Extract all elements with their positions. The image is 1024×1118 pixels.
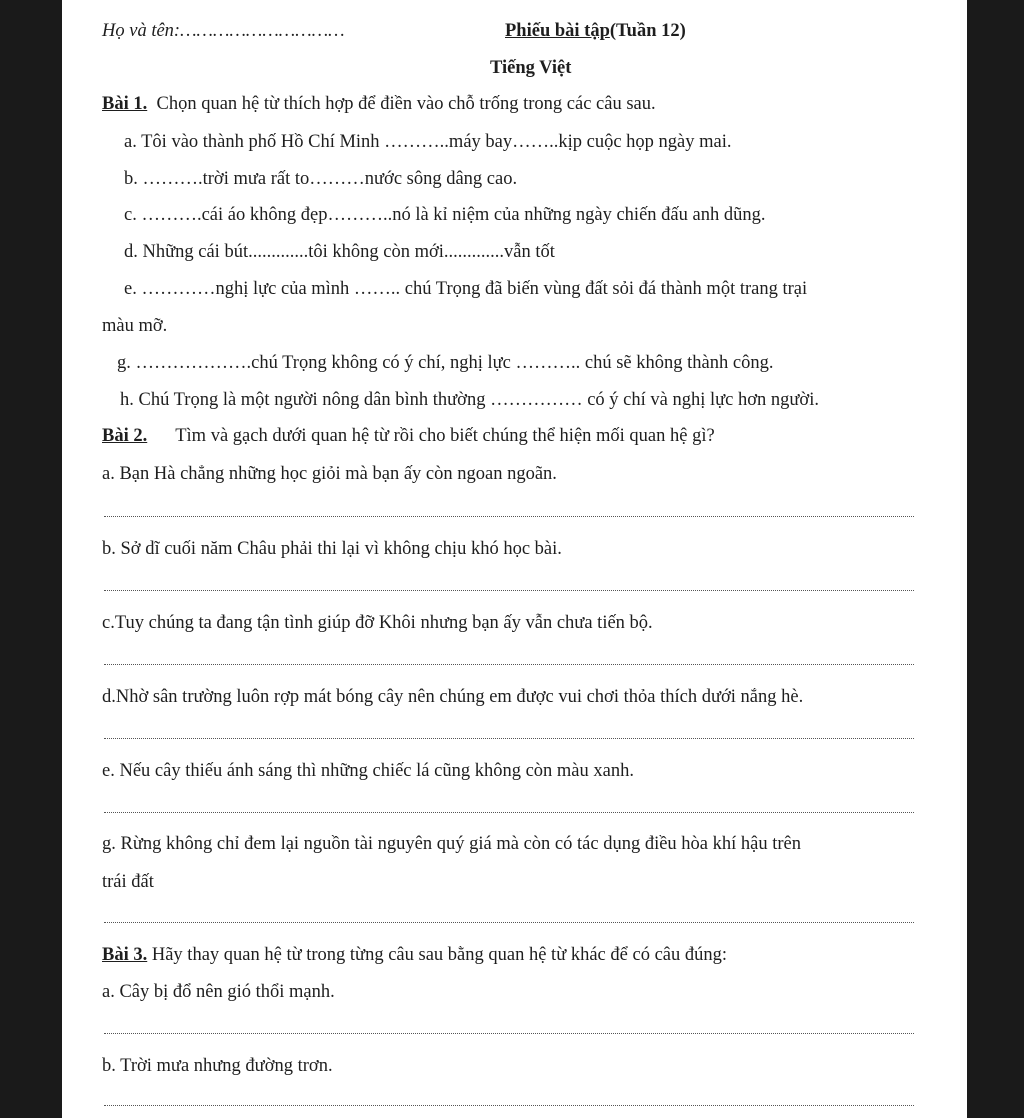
- answer-line: [104, 516, 914, 517]
- bai2-item-c: c.Tuy chúng ta đang tận tình giúp đỡ Khôi nhưng bạn ấy vẫn chưa tiến bộ.: [102, 613, 653, 633]
- bai1-heading: [102, 93, 656, 115]
- bai3-heading: [102, 944, 727, 966]
- subject-title: Tiếng Việt: [490, 58, 572, 78]
- bai2-instruction: Tìm và gạch dưới quan hệ từ rồi cho biết chúng thể hiện mối quan hệ gì?: [175, 426, 715, 446]
- name-field: [102, 20, 345, 42]
- bai1-item-e-cont: màu mỡ.: [102, 316, 168, 336]
- bai2-heading: [102, 425, 715, 447]
- answer-line: [104, 812, 914, 813]
- bai3-item-b: b. Trời mưa nhưng đường trơn.: [102, 1056, 333, 1076]
- answer-line: [104, 922, 914, 923]
- bai2-item-g: g. Rừng không chỉ đem lại nguồn tài nguyên quý giá mà còn có tác dụng điều hòa khí hậu trên: [102, 834, 801, 854]
- answer-line: [104, 1033, 914, 1034]
- answer-line: [104, 1105, 914, 1106]
- bai1-item-h: h. Chú Trọng là một người nông dân bình thường …………… có ý chí và nghị lực hơn người.: [120, 390, 819, 410]
- bai2-label: Bài 2.: [102, 426, 148, 446]
- bai2-item-a: a. Bạn Hà chẳng những học giỏi mà bạn ấy còn ngoan ngoãn.: [102, 464, 557, 484]
- bai1-item-c: c. ……….cái áo không đẹp………..nó là kỉ niệm của những ngày chiến đấu anh dũng.: [124, 205, 766, 225]
- bai2-item-g-cont: trái đất: [102, 872, 154, 892]
- week-text: (Tuần 12): [609, 21, 686, 41]
- name-label: Họ và tên:: [102, 21, 181, 41]
- bai2-item-e: e. Nếu cây thiếu ánh sáng thì những chiếc lá cũng không còn màu xanh.: [102, 761, 634, 781]
- bai1-item-e: e. …………nghị lực của mình …….. chú Trọng đã biến vùng đất sỏi đá thành một trang trại: [124, 279, 808, 299]
- bai1-item-d: d. Những cái bút.............tôi không còn mới.............vẫn tốt: [124, 242, 555, 262]
- bai1-label: Bài 1.: [102, 94, 148, 114]
- worksheet-title: [505, 20, 686, 42]
- bai3-instruction: Hãy thay quan hệ từ trong từng câu sau bằng quan hệ từ khác để có câu đúng:: [151, 945, 728, 965]
- bai3-item-a: a. Cây bị đổ nên gió thổi mạnh.: [102, 982, 335, 1002]
- bai2-item-b: b. Sở dĩ cuối năm Châu phải thi lại vì không chịu khó học bài.: [102, 539, 562, 559]
- bai3-label: Bài 3.: [102, 945, 148, 965]
- bai1-item-b: b. ……….trời mưa rất to………nước sông dâng cao.: [124, 169, 518, 189]
- bai1-item-a: a. Tôi vào thành phố Hồ Chí Minh ………..máy bay……..kịp cuộc họp ngày mai.: [124, 132, 732, 152]
- worksheet-page: [62, 0, 967, 1118]
- name-dots: …………………………: [180, 21, 345, 41]
- title-text: Phiếu bài tập: [505, 21, 610, 41]
- answer-line: [104, 590, 914, 591]
- bai1-instruction: Chọn quan hệ từ thích hợp để điền vào chỗ trống trong các câu sau.: [156, 94, 656, 114]
- answer-line: [104, 738, 914, 739]
- bai1-item-g: g. ……………….chú Trọng không có ý chí, nghị lực ……….. chú sẽ không thành công.: [117, 353, 774, 373]
- answer-line: [104, 664, 914, 665]
- bai2-item-d: d.Nhờ sân trường luôn rợp mát bóng cây nên chúng em được vui chơi thỏa thích dưới nắng hè.: [102, 687, 804, 707]
